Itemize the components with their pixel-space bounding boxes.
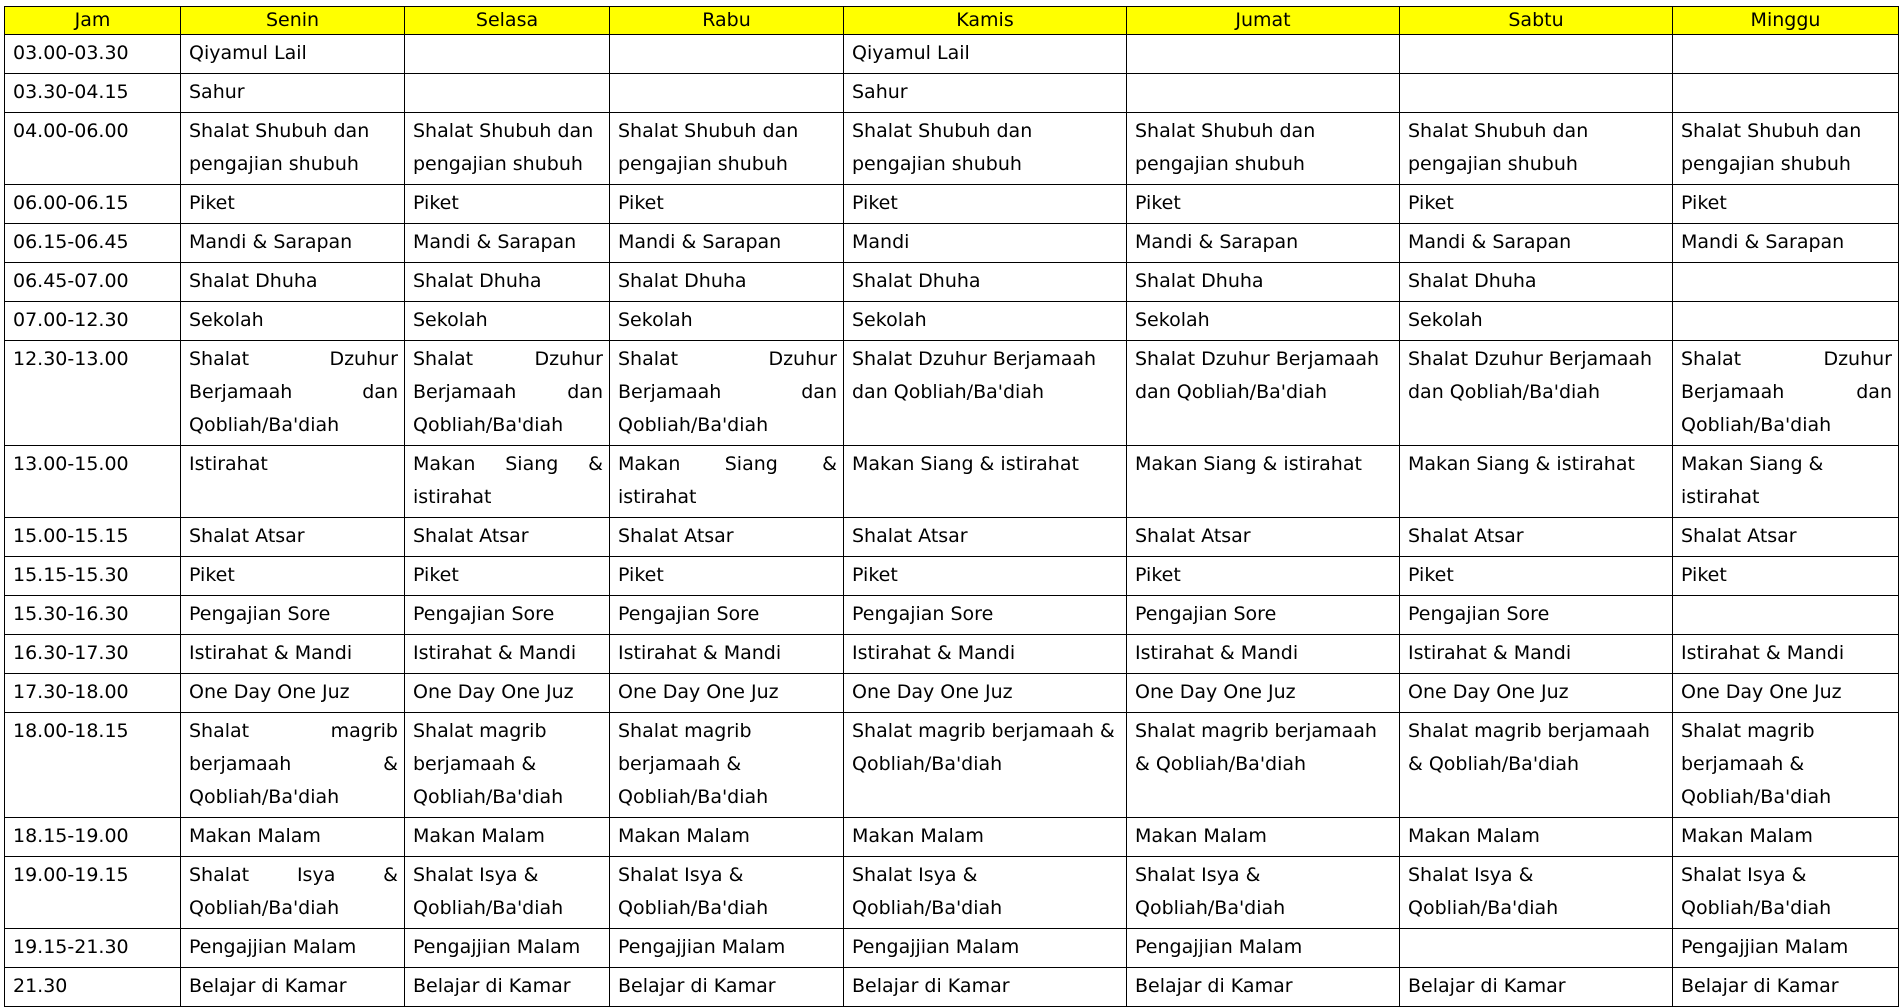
activity-cell-kamis: Makan Malam xyxy=(844,818,1127,857)
activity-cell-kamis: Makan Siang & istirahat xyxy=(844,446,1127,518)
activity-cell-sabtu: Belajar di Kamar xyxy=(1400,968,1673,1007)
activity-cell-minggu xyxy=(1673,341,1899,446)
activity-cell-kamis: Pengajjian Malam xyxy=(844,929,1127,968)
schedule-table xyxy=(4,6,1899,1007)
activity-cell-selasa: Makan Malam xyxy=(405,818,610,857)
time-cell: 18.15-19.00 xyxy=(5,818,181,857)
time-cell: 12.30-13.00 xyxy=(5,341,181,446)
activity-cell-sabtu xyxy=(1400,74,1673,113)
activity-cell-kamis: Shalat Atsar xyxy=(844,518,1127,557)
activity-cell-jumat: Shalat Shubuh dan pengajian shubuh xyxy=(1127,113,1400,185)
activity-cell-minggu xyxy=(1673,35,1899,74)
activity-cell-senin: Istirahat & Mandi xyxy=(181,635,405,674)
time-cell: 06.00-06.15 xyxy=(5,185,181,224)
table-row xyxy=(5,596,1899,635)
table-row xyxy=(5,35,1899,74)
table-row xyxy=(5,557,1899,596)
activity-cell-rabu: Shalat Atsar xyxy=(610,518,844,557)
cell-line: istirahat xyxy=(618,486,697,508)
cell-line: Berjamaah dan xyxy=(413,381,603,403)
column-header-minggu: Minggu xyxy=(1673,7,1899,35)
table-row xyxy=(5,446,1899,518)
table-row xyxy=(5,185,1899,224)
table-row xyxy=(5,113,1899,185)
activity-cell-senin: Sekolah xyxy=(181,302,405,341)
activity-cell-jumat: Makan Siang & istirahat xyxy=(1127,446,1400,518)
activity-cell-selasa: Pengajian Sore xyxy=(405,596,610,635)
activity-cell-senin: Piket xyxy=(181,557,405,596)
time-cell: 07.00-12.30 xyxy=(5,302,181,341)
activity-cell-senin: Sahur xyxy=(181,74,405,113)
activity-cell-kamis: Sahur xyxy=(844,74,1127,113)
activity-cell-kamis: Shalat Shubuh dan pengajian shubuh xyxy=(844,113,1127,185)
time-cell: 15.00-15.15 xyxy=(5,518,181,557)
cell-line: Makan Siang & xyxy=(413,453,603,475)
activity-cell-senin: Shalat Dhuha xyxy=(181,263,405,302)
activity-cell-jumat xyxy=(1127,35,1400,74)
activity-cell-sabtu xyxy=(1400,929,1673,968)
activity-cell-minggu: Piket xyxy=(1673,557,1899,596)
activity-cell-minggu: Shalat Atsar xyxy=(1673,518,1899,557)
cell-line: Shalat Dzuhur xyxy=(413,348,603,370)
header-row xyxy=(5,7,1899,35)
table-row xyxy=(5,713,1899,818)
column-header-rabu: Rabu xyxy=(610,7,844,35)
activity-cell-kamis: Sekolah xyxy=(844,302,1127,341)
column-header-sabtu: Sabtu xyxy=(1400,7,1673,35)
activity-cell-kamis: One Day One Juz xyxy=(844,674,1127,713)
activity-cell-sabtu: One Day One Juz xyxy=(1400,674,1673,713)
column-header-jumat: Jumat xyxy=(1127,7,1400,35)
time-cell: 04.00-06.00 xyxy=(5,113,181,185)
activity-cell-selasa: Mandi & Sarapan xyxy=(405,224,610,263)
cell-line: Qobliah/Ba'diah xyxy=(189,897,340,919)
cell-line: berjamaah & xyxy=(189,753,398,775)
activity-cell-selasa: Shalat magrib berjamaah & Qobliah/Ba'diah xyxy=(405,713,610,818)
activity-cell-sabtu: Istirahat & Mandi xyxy=(1400,635,1673,674)
activity-cell-jumat: Belajar di Kamar xyxy=(1127,968,1400,1007)
activity-cell-rabu: Shalat Isya & Qobliah/Ba'diah xyxy=(610,857,844,929)
column-header-selasa: Selasa xyxy=(405,7,610,35)
activity-cell-sabtu: Piket xyxy=(1400,557,1673,596)
activity-cell-jumat: Shalat Atsar xyxy=(1127,518,1400,557)
activity-cell-senin: Shalat Atsar xyxy=(181,518,405,557)
activity-cell-jumat: Shalat magrib berjamaah & Qobliah/Ba'diah xyxy=(1127,713,1400,818)
cell-line: Shalat Dzuhur xyxy=(189,348,398,370)
activity-cell-sabtu: Shalat Atsar xyxy=(1400,518,1673,557)
activity-cell-selasa: Istirahat & Mandi xyxy=(405,635,610,674)
activity-cell-jumat: Makan Malam xyxy=(1127,818,1400,857)
table-row xyxy=(5,857,1899,929)
activity-cell-jumat: Piket xyxy=(1127,185,1400,224)
activity-cell-senin xyxy=(181,713,405,818)
activity-cell-senin: Shalat Shubuh dan pengajian shubuh xyxy=(181,113,405,185)
activity-cell-sabtu: Makan Malam xyxy=(1400,818,1673,857)
activity-cell-sabtu: Sekolah xyxy=(1400,302,1673,341)
activity-cell-minggu: Belajar di Kamar xyxy=(1673,968,1899,1007)
time-cell: 21.30 xyxy=(5,968,181,1007)
time-cell: 19.15-21.30 xyxy=(5,929,181,968)
activity-cell-selasa: Piket xyxy=(405,557,610,596)
table-row xyxy=(5,224,1899,263)
cell-line: Qobliah/Ba'diah xyxy=(189,786,340,808)
time-cell: 15.30-16.30 xyxy=(5,596,181,635)
activity-cell-rabu: Mandi & Sarapan xyxy=(610,224,844,263)
activity-cell-selasa: Belajar di Kamar xyxy=(405,968,610,1007)
time-cell: 18.00-18.15 xyxy=(5,713,181,818)
activity-cell-rabu xyxy=(610,341,844,446)
activity-cell-minggu xyxy=(1673,596,1899,635)
activity-cell-kamis: Piket xyxy=(844,557,1127,596)
activity-cell-sabtu: Pengajian Sore xyxy=(1400,596,1673,635)
activity-cell-minggu xyxy=(1673,263,1899,302)
activity-cell-sabtu: Shalat Shubuh dan pengajian shubuh xyxy=(1400,113,1673,185)
column-header-senin: Senin xyxy=(181,7,405,35)
cell-line: Shalat Isya & xyxy=(189,864,398,886)
activity-cell-rabu: Belajar di Kamar xyxy=(610,968,844,1007)
activity-cell-selasa xyxy=(405,74,610,113)
column-header-kamis: Kamis xyxy=(844,7,1127,35)
activity-cell-selasa: Shalat Dhuha xyxy=(405,263,610,302)
table-row xyxy=(5,341,1899,446)
activity-cell-minggu: Shalat Shubuh dan pengajian shubuh xyxy=(1673,113,1899,185)
activity-cell-selasa: Pengajjian Malam xyxy=(405,929,610,968)
cell-line: Qobliah/Ba'diah xyxy=(413,414,564,436)
activity-cell-selasa xyxy=(405,446,610,518)
activity-cell-sabtu: Shalat Isya & Qobliah/Ba'diah xyxy=(1400,857,1673,929)
table-row xyxy=(5,929,1899,968)
activity-cell-sabtu: Mandi & Sarapan xyxy=(1400,224,1673,263)
activity-cell-senin: Istirahat xyxy=(181,446,405,518)
activity-cell-selasa: Piket xyxy=(405,185,610,224)
activity-cell-senin xyxy=(181,341,405,446)
activity-cell-minggu: Makan Malam xyxy=(1673,818,1899,857)
activity-cell-senin: Qiyamul Lail xyxy=(181,35,405,74)
activity-cell-sabtu: Shalat Dzuhur Berjamaah dan Qobliah/Ba'diah xyxy=(1400,341,1673,446)
activity-cell-minggu: Piket xyxy=(1673,185,1899,224)
activity-cell-minggu: Shalat magrib berjamaah & Qobliah/Ba'diah xyxy=(1673,713,1899,818)
activity-cell-rabu: Piket xyxy=(610,185,844,224)
activity-cell-jumat: Shalat Dzuhur Berjamaah dan Qobliah/Ba'diah xyxy=(1127,341,1400,446)
activity-cell-minggu xyxy=(1673,302,1899,341)
activity-cell-jumat: Piket xyxy=(1127,557,1400,596)
cell-line: Berjamaah dan xyxy=(618,381,837,403)
activity-cell-selasa: One Day One Juz xyxy=(405,674,610,713)
activity-cell-rabu: Makan Malam xyxy=(610,818,844,857)
activity-cell-kamis: Piket xyxy=(844,185,1127,224)
activity-cell-jumat: One Day One Juz xyxy=(1127,674,1400,713)
activity-cell-rabu: One Day One Juz xyxy=(610,674,844,713)
activity-cell-senin: Makan Malam xyxy=(181,818,405,857)
activity-cell-rabu: Piket xyxy=(610,557,844,596)
activity-cell-minggu: Makan Siang & istirahat xyxy=(1673,446,1899,518)
cell-line: Makan Siang & xyxy=(618,453,837,475)
time-cell: 19.00-19.15 xyxy=(5,857,181,929)
activity-cell-rabu: Sekolah xyxy=(610,302,844,341)
time-cell: 13.00-15.00 xyxy=(5,446,181,518)
cell-line: Berjamaah dan xyxy=(1681,381,1892,403)
column-header-jam: Jam xyxy=(5,7,181,35)
activity-cell-kamis: Mandi xyxy=(844,224,1127,263)
activity-cell-kamis: Istirahat & Mandi xyxy=(844,635,1127,674)
cell-line: Berjamaah dan xyxy=(189,381,398,403)
activity-cell-jumat: Mandi & Sarapan xyxy=(1127,224,1400,263)
activity-cell-selasa: Shalat Isya & Qobliah/Ba'diah xyxy=(405,857,610,929)
activity-cell-minggu xyxy=(1673,74,1899,113)
time-cell: 06.15-06.45 xyxy=(5,224,181,263)
activity-cell-selasa: Sekolah xyxy=(405,302,610,341)
activity-cell-kamis: Belajar di Kamar xyxy=(844,968,1127,1007)
activity-cell-minggu: Mandi & Sarapan xyxy=(1673,224,1899,263)
activity-cell-senin xyxy=(181,857,405,929)
activity-cell-senin: Mandi & Sarapan xyxy=(181,224,405,263)
activity-cell-jumat: Istirahat & Mandi xyxy=(1127,635,1400,674)
cell-line: Qobliah/Ba'diah xyxy=(189,414,340,436)
activity-cell-sabtu: Makan Siang & istirahat xyxy=(1400,446,1673,518)
activity-cell-jumat: Pengajian Sore xyxy=(1127,596,1400,635)
activity-cell-rabu: Shalat Shubuh dan pengajian shubuh xyxy=(610,113,844,185)
activity-cell-kamis: Shalat Isya & Qobliah/Ba'diah xyxy=(844,857,1127,929)
activity-cell-senin: Pengajian Sore xyxy=(181,596,405,635)
table-row xyxy=(5,302,1899,341)
activity-cell-sabtu: Shalat Dhuha xyxy=(1400,263,1673,302)
activity-cell-kamis: Shalat Dhuha xyxy=(844,263,1127,302)
activity-cell-jumat: Shalat Dhuha xyxy=(1127,263,1400,302)
time-cell: 03.00-03.30 xyxy=(5,35,181,74)
activity-cell-senin: Pengajjian Malam xyxy=(181,929,405,968)
activity-cell-jumat xyxy=(1127,74,1400,113)
activity-cell-selasa xyxy=(405,35,610,74)
activity-cell-senin: One Day One Juz xyxy=(181,674,405,713)
cell-line: istirahat xyxy=(413,486,492,508)
activity-cell-rabu xyxy=(610,74,844,113)
activity-cell-kamis: Pengajian Sore xyxy=(844,596,1127,635)
activity-cell-minggu: Pengajjian Malam xyxy=(1673,929,1899,968)
activity-cell-rabu: Shalat Dhuha xyxy=(610,263,844,302)
table-row xyxy=(5,968,1899,1007)
activity-cell-jumat: Shalat Isya & Qobliah/Ba'diah xyxy=(1127,857,1400,929)
activity-cell-minggu: Istirahat & Mandi xyxy=(1673,635,1899,674)
cell-line: Qobliah/Ba'diah xyxy=(618,414,769,436)
table-row xyxy=(5,263,1899,302)
activity-cell-rabu: Shalat magrib berjamaah & Qobliah/Ba'diah xyxy=(610,713,844,818)
activity-cell-sabtu xyxy=(1400,35,1673,74)
time-cell: 15.15-15.30 xyxy=(5,557,181,596)
time-cell: 03.30-04.15 xyxy=(5,74,181,113)
table-row xyxy=(5,518,1899,557)
activity-cell-rabu: Istirahat & Mandi xyxy=(610,635,844,674)
activity-cell-sabtu: Shalat magrib berjamaah & Qobliah/Ba'diah xyxy=(1400,713,1673,818)
activity-cell-rabu: Pengajian Sore xyxy=(610,596,844,635)
activity-cell-jumat: Pengajjian Malam xyxy=(1127,929,1400,968)
table-row xyxy=(5,635,1899,674)
activity-cell-minggu: One Day One Juz xyxy=(1673,674,1899,713)
activity-cell-sabtu: Piket xyxy=(1400,185,1673,224)
table-row xyxy=(5,74,1899,113)
activity-cell-jumat: Sekolah xyxy=(1127,302,1400,341)
table-row xyxy=(5,818,1899,857)
activity-cell-selasa: Shalat Shubuh dan pengajian shubuh xyxy=(405,113,610,185)
activity-cell-rabu: Pengajjian Malam xyxy=(610,929,844,968)
activity-cell-selasa xyxy=(405,341,610,446)
time-cell: 16.30-17.30 xyxy=(5,635,181,674)
activity-cell-senin: Piket xyxy=(181,185,405,224)
activity-cell-kamis: Qiyamul Lail xyxy=(844,35,1127,74)
time-cell: 06.45-07.00 xyxy=(5,263,181,302)
activity-cell-rabu xyxy=(610,35,844,74)
activity-cell-kamis: Shalat Dzuhur Berjamaah dan Qobliah/Ba'diah xyxy=(844,341,1127,446)
cell-line: Shalat Dzuhur xyxy=(1681,348,1892,370)
activity-cell-senin: Belajar di Kamar xyxy=(181,968,405,1007)
activity-cell-minggu: Shalat Isya & Qobliah/Ba'diah xyxy=(1673,857,1899,929)
table-row xyxy=(5,674,1899,713)
cell-line: Shalat magrib xyxy=(189,720,398,742)
cell-line: Qobliah/Ba'diah xyxy=(1681,414,1832,436)
schedule-body xyxy=(5,35,1899,1007)
activity-cell-selasa: Shalat Atsar xyxy=(405,518,610,557)
activity-cell-rabu xyxy=(610,446,844,518)
cell-line: Shalat Dzuhur xyxy=(618,348,837,370)
activity-cell-kamis: Shalat magrib berjamaah & Qobliah/Ba'diah xyxy=(844,713,1127,818)
time-cell: 17.30-18.00 xyxy=(5,674,181,713)
